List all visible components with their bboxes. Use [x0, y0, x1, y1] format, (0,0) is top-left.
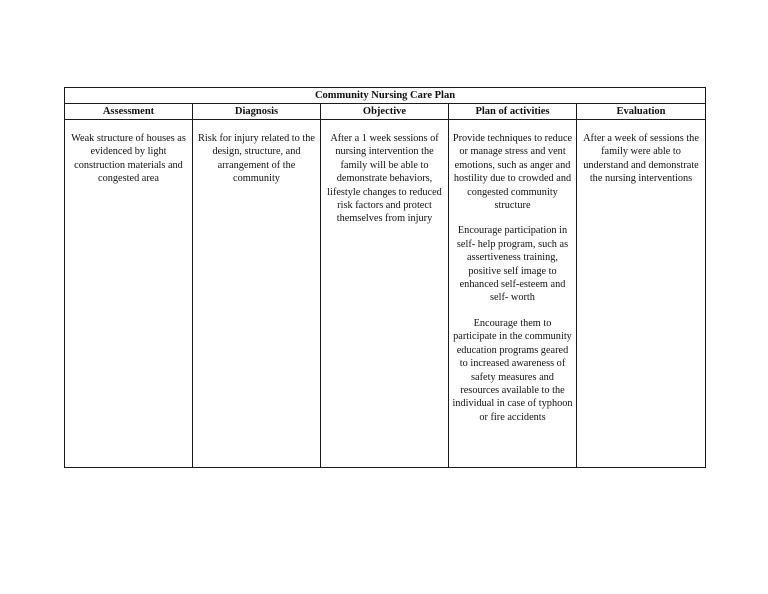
care-plan-table: [64, 87, 706, 468]
plan-cell: [449, 120, 577, 468]
header-assessment: Assessment: [65, 104, 193, 120]
body-row: [65, 120, 706, 468]
plan-activity-2: Encourage participation in self- help program, such as assertiveness training, positive self image to enhanced self-esteem and self- worth: [456, 225, 569, 304]
diagnosis-text: Risk for injury related to the design, structure, and arrangement of the community: [198, 133, 315, 185]
evaluation-text: After a week of sessions the family were able to understand and demonstrate the nursing interventions: [583, 133, 699, 185]
header-plan-of-activities: Plan of activities: [449, 104, 577, 120]
header-evaluation: Evaluation: [577, 104, 706, 120]
header-diagnosis: Diagnosis: [193, 104, 321, 120]
assessment-cell: [65, 120, 193, 468]
plan-activity-3: Encourage them to participate in the community education programs geared to increased awareness of safety measures and resources available to the individual in case of typhoon or fire accidents: [452, 317, 573, 423]
title-row: [65, 88, 706, 104]
header-objective: Objective: [321, 104, 449, 120]
objective-cell: [321, 120, 449, 468]
evaluation-cell: [577, 120, 706, 468]
plan-activity-1: Provide techniques to reduce or manage stress and vent emotions, such as anger and hostility due to crowded and congested community structure: [452, 133, 573, 212]
diagnosis-cell: [193, 120, 321, 468]
objective-text: After a 1 week sessions of nursing intervention the family will be able to demonstrate behaviors, lifestyle changes to reduced risk factors and protect themselves from injury: [327, 133, 442, 225]
assessment-text: Weak structure of houses as evidenced by light construction materials and congested area: [71, 133, 186, 185]
header-row: [65, 104, 706, 120]
table-title: Community Nursing Care Plan: [65, 88, 706, 104]
